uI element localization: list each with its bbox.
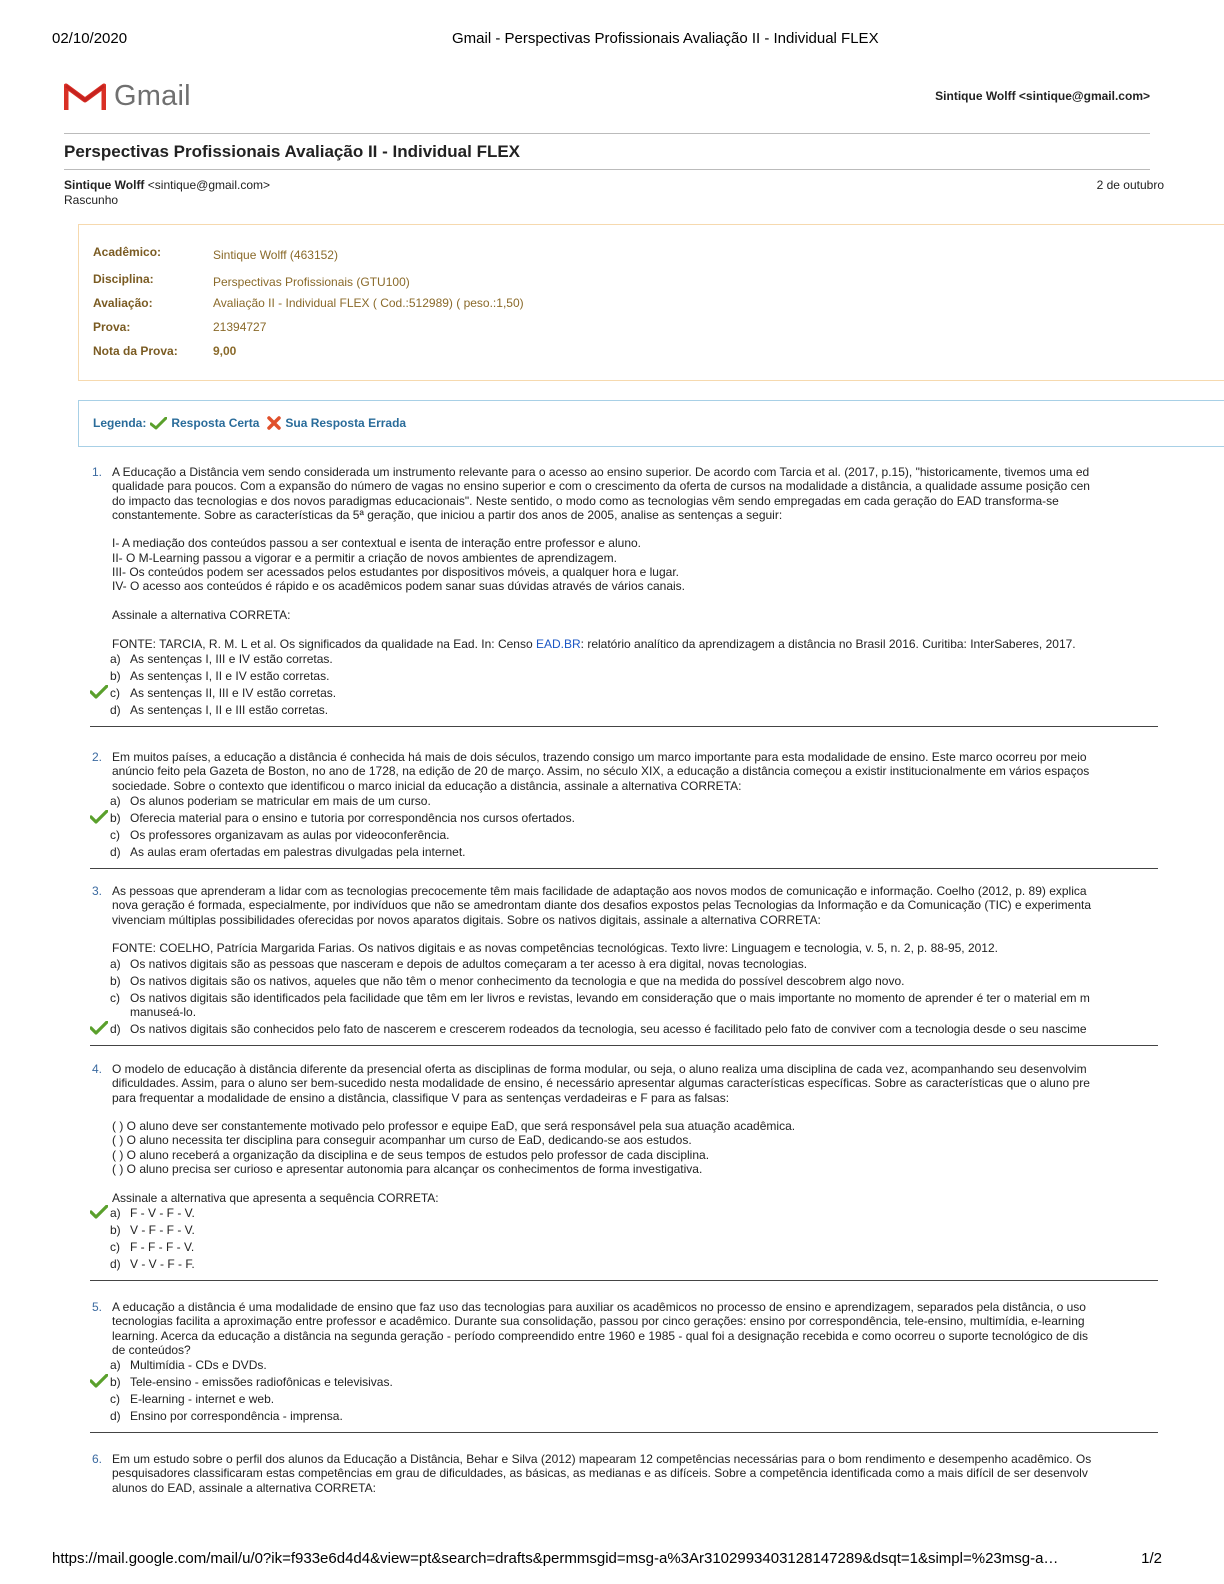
source-prefix: FONTE: TARCIA, R. M. L et al. Os significados da qualidade na Ead. In: Censo bbox=[112, 636, 536, 651]
question-number: 3. bbox=[92, 884, 103, 898]
option-text: Multimídia - CDs e DVDs. bbox=[130, 1358, 267, 1373]
option-text: E-learning - internet e web. bbox=[130, 1392, 275, 1407]
question-line: para frequentar a modalidade de ensino a distância, classifique V para as sentenças verdadeiras e F para as falsas: bbox=[112, 1090, 730, 1105]
answer-option bbox=[110, 991, 1090, 1005]
question-line bbox=[112, 622, 1212, 636]
option-text: V - F - F - V. bbox=[130, 1223, 195, 1237]
answer-option bbox=[110, 703, 328, 717]
question-line: dificuldades. Assim, para o aluno ser bem-sucedido nesta modalidade de ensino, é necessário apresentar algumas características específicas. Sobre as características que o aluno pre bbox=[112, 1076, 1090, 1091]
check-icon bbox=[150, 417, 167, 430]
question-line: vivenciam múltiplas possibilidades oferecidas por novos aparatos digitais. Sobre os nativos digitais, assinale a alternativa CORRETA: bbox=[112, 912, 821, 927]
info-label: Disciplina: bbox=[93, 272, 154, 286]
option-letter: d) bbox=[110, 1257, 121, 1271]
question-line: Assinale a alternativa que apresenta a sequência CORRETA: bbox=[112, 1190, 439, 1205]
question-line: II- O M-Learning passou a vigorar e a permitir a criação de novos ambientes de aprendizagem. bbox=[112, 550, 617, 565]
answer-option bbox=[110, 1206, 195, 1220]
option-text: Os nativos digitais são identificados pela facilidade que têm em ler livros e revistas, levando em consideração que o mais importante no momento de aprender é ter o material em m bbox=[130, 990, 1090, 1005]
option-letter: c) bbox=[110, 1392, 120, 1407]
message-date: 2 de outubro bbox=[1096, 178, 1164, 192]
source-suffix: : relatório analítico da aprendizagem a distância no Brasil 2016. Curitiba: InterSaberes, 2017. bbox=[580, 636, 1076, 651]
option-text-continued: manuseá-lo. bbox=[130, 1004, 197, 1019]
option-text: As aulas eram ofertadas em palestras divulgadas pela internet. bbox=[130, 844, 466, 859]
question-line: tecnologias facilita a aproximação entre professor e acadêmico. Durante sua consolidação, passou por cinco gerações: ensino por correspondência, tele-ensino, multimídia, e-learning bbox=[112, 1314, 1085, 1329]
question-line: alunos do EAD, assinale a alternativa CORRETA: bbox=[112, 1480, 376, 1495]
sender bbox=[64, 178, 270, 192]
question-line: anúncio feito pela Gazeta de Boston, no ano de 1728, na edição de 20 de março. Assim, no século XIX, a educação a distância começou a existir institucionalmente em vários espaços bbox=[112, 764, 1090, 779]
answer-option bbox=[110, 1375, 393, 1389]
option-letter: b) bbox=[110, 810, 121, 825]
answer-option bbox=[110, 1257, 195, 1271]
divider bbox=[64, 133, 1150, 134]
info-label: Nota da Prova: bbox=[93, 344, 178, 358]
option-letter: b) bbox=[110, 973, 121, 988]
option-letter: a) bbox=[110, 1206, 121, 1220]
question-line bbox=[112, 522, 1212, 536]
option-text: Os nativos digitais são conhecidos pelo fato de nascerem e crescerem rodeados da tecnologia, seu acesso é facilitado pelo fato de conviver com a tecnologia desde o seu nascime bbox=[130, 1021, 1087, 1036]
question-line: Em um estudo sobre o perfil dos alunos da Educação a Distância, Behar e Silva (2012) mapearam 12 competências necessárias para o bom rendimento e desempenho acadêmico. Os bbox=[112, 1452, 1092, 1466]
question-line bbox=[112, 594, 1212, 608]
option-letter: c) bbox=[110, 990, 120, 1005]
answer-option bbox=[110, 1358, 267, 1372]
question-line: do impacto das tecnologias e dos novos paradigmas educacionais". Neste sentido, o modo como as tecnologias vêm sendo empregadas em cada geração do EAD transforma-se bbox=[112, 493, 1059, 508]
correct-check-icon bbox=[90, 810, 108, 827]
option-text: V - V - F - F. bbox=[130, 1257, 195, 1271]
info-label: Acadêmico: bbox=[93, 245, 162, 259]
question-number: 5. bbox=[92, 1300, 103, 1314]
legend-title: Legenda: bbox=[93, 416, 147, 430]
option-text: Os nativos digitais são as pessoas que nasceram e depois de adultos começaram a ter acesso à era digital, novas tecnologias. bbox=[130, 956, 808, 971]
answer-option bbox=[110, 845, 466, 859]
answer-option bbox=[110, 974, 904, 988]
question-line: III- Os conteúdos podem ser acessados pelos estudantes por dispositivos móveis, a qualquer hora e lugar. bbox=[112, 565, 679, 580]
question-line: learning. Acerca da educação a distância na segunda geração - período compreendido entre 1960 e 1985 - qual foi a designação recebida e como ocorreu o suporte tecnológico de dis bbox=[112, 1328, 1088, 1343]
answer-option bbox=[110, 811, 575, 825]
question-line: A educação a distância é uma modalidade de ensino que faz uso das tecnologias para auxiliar os acadêmicos no processo de ensino e aprendizagem, separados pela distância, o uso bbox=[112, 1300, 1086, 1314]
question-line: Assinale a alternativa CORRETA: bbox=[112, 607, 291, 622]
question-line: IV- O acesso aos conteúdos é rápido e os acadêmicos podem sanar suas dúvidas através de vários canais. bbox=[112, 579, 685, 594]
print-title: Gmail - Perspectivas Profissionais Avaliação II - Individual FLEX bbox=[452, 30, 879, 47]
answer-option bbox=[110, 828, 450, 842]
option-text: Os alunos poderiam se matricular em mais de um curso. bbox=[130, 793, 431, 808]
option-letter: d) bbox=[110, 1409, 121, 1424]
answer-option bbox=[110, 686, 336, 700]
question-divider bbox=[90, 1280, 1158, 1281]
option-letter: b) bbox=[110, 1223, 121, 1237]
question-line: ( ) O aluno deve ser constantemente motivado pelo professor e equipe EaD, que será responsável pela sua atuação acadêmica. bbox=[112, 1119, 796, 1134]
option-letter: a) bbox=[110, 956, 121, 971]
exam-info-box bbox=[78, 224, 1224, 381]
option-text: Oferecia material para o ensino e tutoria por correspondência nos cursos ofertados. bbox=[130, 810, 575, 825]
option-text: As sentenças I, II e III estão corretas. bbox=[130, 702, 329, 717]
info-label: Prova: bbox=[93, 320, 131, 334]
option-letter: d) bbox=[110, 1021, 121, 1036]
question-text bbox=[112, 1300, 1212, 1357]
email-subject: Perspectivas Profissionais Avaliação II - Individual FLEX bbox=[64, 142, 521, 161]
question-number: 1. bbox=[92, 465, 103, 479]
question-divider bbox=[90, 1432, 1158, 1433]
question-line: ( ) O aluno precisa ser curioso e apresentar autonomia para alcançar os conhecimentos de forma investigativa. bbox=[112, 1162, 703, 1177]
question-line: O modelo de educação à distância diferente da presencial oferta as disciplinas de forma modular, ou seja, o aluno realiza uma disciplina de cada vez, acompanhando seu desenvolvim bbox=[112, 1062, 1087, 1076]
correct-check-icon bbox=[90, 1021, 108, 1038]
option-text: F - F - F - V. bbox=[130, 1240, 195, 1254]
answer-option bbox=[110, 1223, 195, 1237]
question-line: qualidade para poucos. Com a expansão do número de vagas no ensino superior e com o crescimento da oferta de cursos na modalidade a distância, a qualidade assume posição cen bbox=[112, 479, 1090, 494]
info-value: Sintique Wolff (463152) bbox=[213, 248, 338, 262]
question-line: sociedade. Sobre o contexto que identificou o marco inicial da educação a distância, assinale a alternativa CORRETA: bbox=[112, 778, 742, 793]
question-line bbox=[112, 927, 1212, 941]
question-line: pesquisadores classificaram estas competências em grau de dificuldades, as básicas, as medianas e as difíceis. Sobre a competência identificada como a mais difícil de ser desenvolv bbox=[112, 1466, 1088, 1481]
info-value: Perspectivas Profissionais (GTU100) bbox=[213, 275, 410, 289]
option-letter: c) bbox=[110, 827, 120, 842]
question-number: 4. bbox=[92, 1062, 103, 1076]
info-value: Avaliação II - Individual FLEX ( Cod.:512989) ( peso.:1,50) bbox=[213, 296, 524, 310]
legend-correct: Resposta Certa bbox=[171, 416, 260, 430]
option-letter: d) bbox=[110, 702, 121, 717]
print-header bbox=[52, 30, 1172, 50]
question-line: de conteúdos? bbox=[112, 1342, 191, 1357]
source-link[interactable]: EAD.BR bbox=[535, 636, 581, 651]
question-line: ( ) O aluno necessita ter disciplina para conseguir acompanhar um curso de EaD, dedicando-se aos estudos. bbox=[112, 1133, 692, 1148]
correct-check-icon bbox=[90, 1374, 108, 1391]
question-text bbox=[112, 465, 1212, 651]
question-line: constantemente. Sobre as características da 5ª geração, que iniciou a partir dos anos de 2005, analise as sentenças a seguir: bbox=[112, 507, 783, 522]
question-text bbox=[112, 750, 1212, 793]
question-divider bbox=[90, 868, 1158, 869]
option-letter: a) bbox=[110, 793, 121, 808]
option-text: Ensino por correspondência - imprensa. bbox=[130, 1409, 343, 1424]
question-line: I- A mediação dos conteúdos passou a ser contextual e isenta de interação entre professor e aluno. bbox=[112, 536, 642, 551]
question-line: FONTE: COELHO, Patrícia Margarida Farias. Os nativos digitais e as novas competências tecnológicas. Texto livre: Linguagem e tecnologia, v. 5, n. 2, p. 88-95, 2012. bbox=[112, 941, 998, 956]
cross-icon bbox=[267, 416, 281, 430]
question-text bbox=[112, 1452, 1212, 1495]
legend-box bbox=[78, 400, 1224, 447]
answer-option bbox=[110, 1392, 274, 1406]
question-text bbox=[112, 1062, 1212, 1205]
question-number: 2. bbox=[92, 750, 103, 764]
sender-name: Sintique Wolff bbox=[64, 178, 145, 192]
info-value: 21394727 bbox=[213, 320, 267, 334]
answer-option bbox=[110, 652, 333, 666]
account-label: Sintique Wolff <sintique@gmail.com> bbox=[935, 89, 1150, 103]
option-letter: d) bbox=[110, 844, 121, 859]
page-number: 1/2 bbox=[1141, 1550, 1162, 1567]
question-line: Em muitos países, a educação a distância é conhecida há mais de dois séculos, trazendo consigo um marco importante para esta modalidade de ensino. Este marco ocorreu por meio bbox=[112, 750, 1087, 764]
correct-check-icon bbox=[90, 1205, 108, 1222]
sender-email: <sintique@gmail.com> bbox=[147, 178, 271, 192]
answer-option bbox=[110, 1240, 194, 1254]
gmail-wordmark: Gmail bbox=[114, 79, 191, 112]
answer-option bbox=[110, 957, 807, 971]
info-value: 9,00 bbox=[213, 344, 237, 358]
answer-option bbox=[110, 794, 431, 808]
option-letter: a) bbox=[110, 651, 121, 666]
option-text: Tele-ensino - emissões radiofônicas e televisivas. bbox=[130, 1375, 393, 1390]
option-letter: b) bbox=[110, 668, 121, 683]
gmail-m-icon bbox=[64, 80, 106, 112]
answer-option bbox=[110, 669, 329, 683]
question-line bbox=[112, 1105, 1212, 1119]
answer-option bbox=[110, 1409, 343, 1423]
legend-wrong: Sua Resposta Errada bbox=[285, 416, 407, 430]
option-text: Os professores organizavam as aulas por videoconferência. bbox=[130, 827, 450, 842]
print-url: https://mail.google.com/mail/u/0?ik=f933e6d4d4&view=pt&search=drafts&permmsgid=msg-a%3Ar3102993403128147289&dsqt=1&simpl=%23msg-a… bbox=[52, 1550, 1059, 1567]
gmail-logo bbox=[64, 78, 191, 114]
question-line bbox=[112, 1176, 1212, 1190]
question-divider bbox=[90, 1045, 1158, 1046]
option-text: As sentenças II, III e IV estão corretas. bbox=[130, 685, 337, 700]
correct-check-icon bbox=[90, 685, 108, 702]
question-number: 6. bbox=[92, 1452, 103, 1466]
question-line: nova geração é formada, especialmente, por indivíduos que não se amedrontam diante dos desafios expostos pelas Tecnologias da Informação e da Comunicação (TIC) e experimenta bbox=[112, 898, 1092, 913]
legend bbox=[93, 416, 410, 430]
option-text: F - V - F - V. bbox=[130, 1206, 195, 1220]
option-text: Os nativos digitais são os nativos, aqueles que não têm o menor conhecimento da tecnologia e que na medida do possível descobrem algo novo. bbox=[130, 973, 905, 988]
option-text: As sentenças I, III e IV estão corretas. bbox=[130, 651, 333, 666]
question-text bbox=[112, 884, 1212, 955]
print-date: 02/10/2020 bbox=[52, 30, 128, 47]
question-divider bbox=[90, 726, 1158, 727]
question-line: As pessoas que aprenderam a lidar com as tecnologias precocemente têm mais facilidade de adaptação aos novos modos de comunicação e informação. Coelho (2012, p. 89) explica bbox=[112, 884, 1087, 898]
option-letter: c) bbox=[110, 685, 120, 700]
option-letter: c) bbox=[110, 1240, 120, 1254]
source-citation bbox=[112, 637, 1212, 651]
option-letter: a) bbox=[110, 1358, 121, 1373]
question-line: A Educação a Distância vem sendo considerada um instrumento relevante para o acesso ao ensino superior. De acordo com Tarcia et al. (2017, p.15), "historicamente, tivemos uma ed bbox=[112, 465, 1090, 479]
question-line: ( ) O aluno receberá a organização da disciplina e de seus tempos de estudos pelo professor de cada disciplina. bbox=[112, 1147, 710, 1162]
print-footer bbox=[52, 1550, 1172, 1570]
info-label: Avaliação: bbox=[93, 296, 153, 310]
divider bbox=[64, 169, 1150, 170]
option-letter: b) bbox=[110, 1375, 121, 1390]
answer-option bbox=[110, 1022, 1087, 1036]
draft-status: Rascunho bbox=[64, 193, 119, 207]
option-text: As sentenças I, II e IV estão corretas. bbox=[130, 668, 330, 683]
